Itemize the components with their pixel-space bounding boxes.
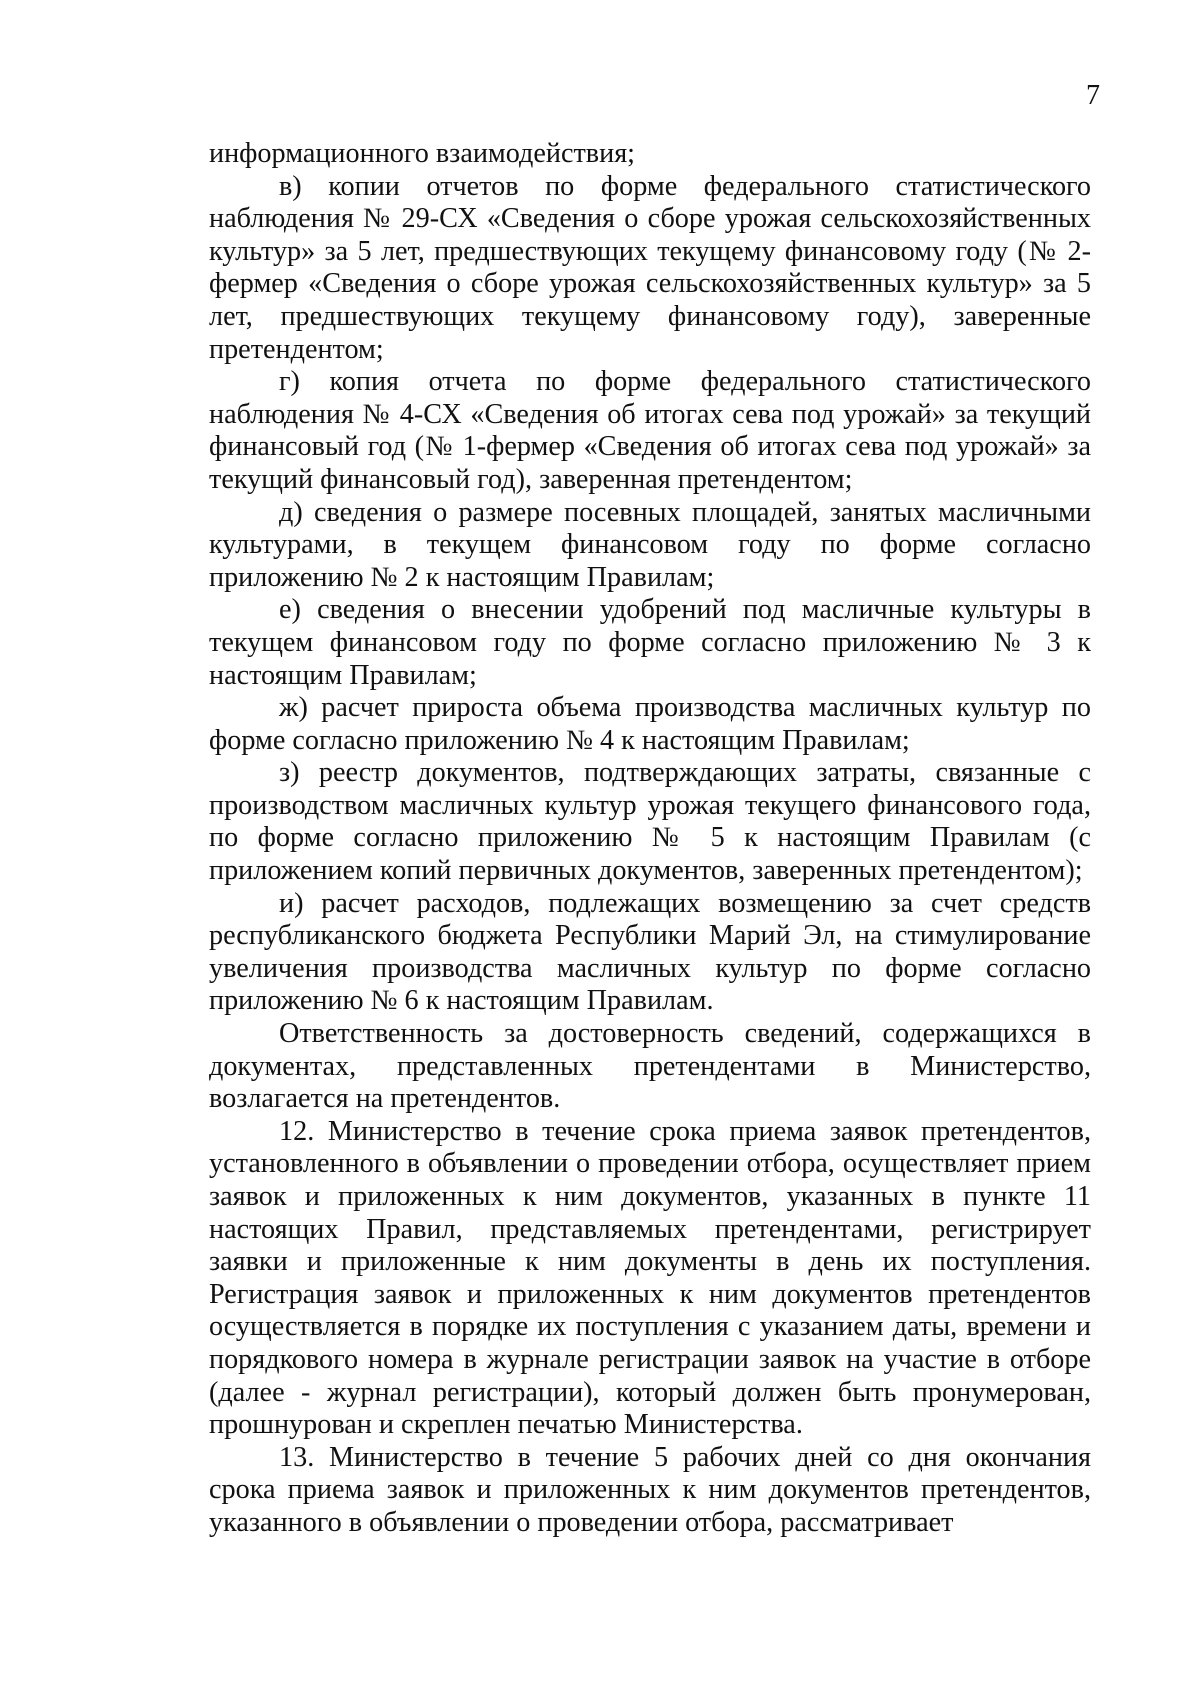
page-number: 7 bbox=[1086, 80, 1100, 111]
document-body bbox=[209, 138, 1091, 1540]
list-item-i: и) расчет расходов, подлежащих возмещению за счет средств республиканского бюджета Республики Марий Эл, на стимулирование увеличения производства масличных культур по форме согласно приложению № 6 к настоящим Правилам. bbox=[209, 887, 1091, 1017]
list-item-z: з) реестр документов, подтверждающих затраты, связанные с производством масличных культур урожая текущего финансового года, по форме согласно приложению № 5 к настоящим Правилам (с приложением копий первичных документов, заверенных претендентом); bbox=[209, 757, 1091, 887]
clause-13: 13. Министерство в течение 5 рабочих дней со дня окончания срока приема заявок и приложенных к ним документов претендентов, указанного в объявлении о проведении отбора, рассматривает bbox=[209, 1441, 1091, 1538]
list-item-d: д) сведения о размере посевных площадей, занятых масличными культурами, в текущем финансовом году по форме согласно приложению № 2 к настоящим Правилам; bbox=[209, 496, 1091, 593]
list-item-g: г) копия отчета по форме федерального статистического наблюдения № 4-СХ «Сведения об итогах сева под урожай» за текущий финансовый год (№ 1-фермер «Сведения об итогах сева под урожай» за текущий финансовый год), заверенная претендентом; bbox=[209, 366, 1091, 495]
list-item-v: в) копии отчетов по форме федерального статистического наблюдения № 29-СХ «Сведения о сборе урожая сельскохозяйственных культур» за 5 лет, предшествующих текущему финансовому году (№ 2-фермер «Сведения о сборе урожая сельскохозяйственных культур» за 5 лет, предшествующих текущему финансовому году), заверенные претендентом; bbox=[209, 170, 1091, 365]
list-item-zh: ж) расчет прироста объема производства масличных культур по форме согласно приложению № 4 к настоящим Правилам; bbox=[209, 692, 1091, 756]
clause-12: 12. Министерство в течение срока приема заявок претендентов, установленного в объявлении о проведении отбора, осуществляет прием заявок и приложенных к ним документов, указанных в пункте 11 настоящих Правил, представляемых претендентами, регистрирует заявки и приложенные к ним документы в день их поступления. Регистрация заявок и приложенных к ним документов претендентов осуществляется в порядке их поступления с указанием даты, времени и порядкового номера в журнале регистрации заявок на участие в отборе (далее - журнал регистрации), который должен быть пронумерован, прошнурован и скреплен печатью Министерства. bbox=[209, 1115, 1091, 1441]
responsibility-paragraph: Ответственность за достоверность сведений, содержащихся в документах, представленных претендентами в Министерство, возлагается на претендентов. bbox=[209, 1018, 1091, 1115]
list-item-e: е) сведения о внесении удобрений под масличные культуры в текущем финансовом году по форме согласно приложению № 3 к настоящим Правилам; bbox=[209, 594, 1091, 691]
paragraph-continuation: информационного взаимодействия; bbox=[209, 138, 635, 169]
